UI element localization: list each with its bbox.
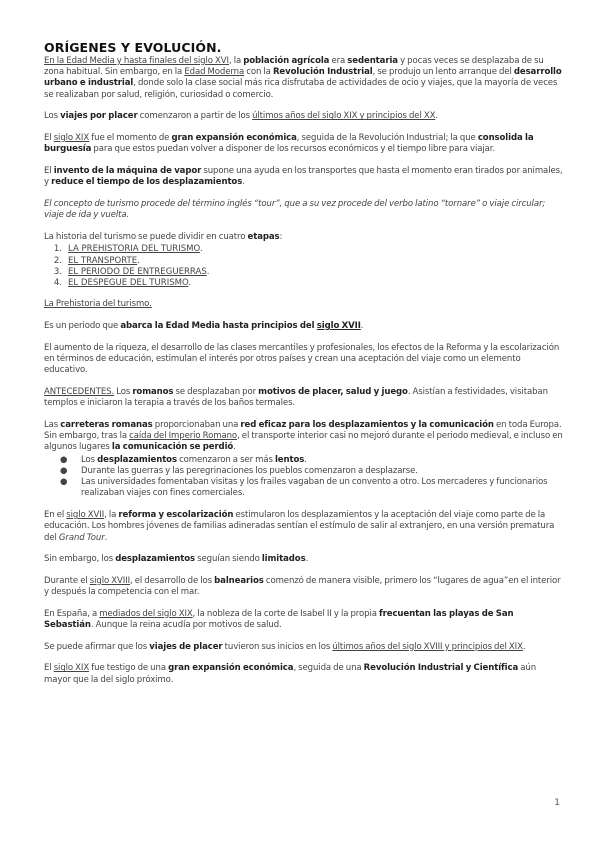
paragraph-viajes-placer: Los viajes por placer comenzaron a partir de los últimos años del siglo XIX y principios del XX. — [44, 111, 438, 122]
paragraph-limitados: Sin embargo, los desplazamientos seguían siendo limitados. — [44, 554, 309, 565]
paragraph-antecedentes: ANTECEDENTES. Los romanos se desplazaban por motivos de placer, salud y juego. Asistían a festividades, visitaban templos e iniciaron la terapia a través de los baños termales. — [44, 386, 548, 408]
bullet-list — [44, 455, 564, 500]
section-heading-prehistoria: La Prehistoria del turismo. — [44, 299, 152, 310]
bullet-icon: ● — [60, 465, 68, 476]
document-page — [44, 40, 564, 696]
list-item: 4. EL DESPEGUE DEL TURISMO. — [53, 278, 192, 289]
bullet-icon: ● — [60, 477, 68, 488]
paragraph-periodo: Es un periodo que abarca la Edad Media hasta principios del siglo XVII. — [44, 320, 364, 331]
list-item: ● Los desplazamientos comenzaron a ser más lentos. — [60, 454, 307, 465]
paragraph-espana: En España, a mediados del siglo XIX, la nobleza de la corte de Isabel II y la propia frecuentan las playas de San Sebastián. Aunque la reina acudía por motivos de salud. — [44, 608, 514, 631]
page-number: 1 — [554, 798, 560, 808]
bullet-icon: ● — [60, 454, 68, 465]
paragraph-carreteras: Las carreteras romanas proporcionaban una red eficaz para los desplazamientos y la comunicación en toda Europa. Sin embargo, tras la caída del Imperio Romano, el transporte interior casi no mejoró durante el periodo medieval, e incluso en algunos lugares la comunicación se perdió. — [44, 419, 563, 453]
paragraph-viajes-de-placer: Se puede afirmar que los viajes de placer tuvieron sus inicios en los últimos años del siglo XVIII y principios del XIX. — [44, 641, 526, 652]
paragraph-expansion: El siglo XIX fue testigo de una gran expansión económica, seguida de una Revolución Industrial y Científica aún mayor que la del siglo próximo. — [44, 663, 537, 685]
paragraph-siglo-xix: El siglo XIX fue el momento de gran expansión económica, seguida de la Revolución Industrial; la que consolida la burguesía para que estos puedan volver a disponer de los recursos económicos y el tiempo libre para viajar. — [44, 133, 534, 155]
paragraph-etapas-intro: La historia del turismo se puede dividir en cuatro etapas: — [44, 231, 283, 242]
paragraph-balnearios: Durante el siglo XVIII, el desarrollo de los balnearios comenzó de manera visible, primero los “lugares de agua”en el interior y después la competencia con el mar. — [44, 575, 561, 598]
paragraph-intro: En la Edad Media y hasta finales del siglo XVI, la población agrícola era sedentaria y pocas veces se desplazaba de su zona habitual. Sin embargo, en la Edad Moderna con la Revolución Industrial, se produjo un lento arranque del desarrollo urbano e industrial, donde solo la clase social más rica disfrutaba de actividades de ocio y viajes, que la mayoría de veces se realizaban por salud, religión, curiosidad o comercio. — [44, 56, 562, 100]
paragraph-concepto-turismo: El concepto de turismo procede del término inglés “tour”, que a su vez procede del verbo latino “tornare” o viaje circular; viaje de ida y vuelta. — [44, 198, 546, 221]
list-item: ● Las universidades fomentaban visitas y los frailes vagaban de un convento a otro. Los mercaderes y funcionarios realizaban viajes con fines comerciales. — [60, 477, 548, 499]
document-title: ORÍGENES Y EVOLUCIÓN. — [44, 40, 222, 55]
list-item: ● Durante las guerras y las peregrinaciones los pueblos comenzaron a desplazarse. — [60, 465, 418, 476]
paragraph-aumento-riqueza: El aumento de la riqueza, el desarrollo de las clases mercantiles y profesionales, los efectos de la Reforma y la escolarización en términos de educación, estimulan el interés por otros países y crean una aceptación del viaje como un elemento educativo. — [44, 342, 560, 376]
stages-list — [44, 244, 564, 289]
paragraph-siglo-xvii: En el siglo XVII, la reforma y escolarización estimularon los desplazamientos y la aceptación del viaje como parte de la educación. Los hombres jóvenes de familias adineradas sentían el estímulo de salir al extranjero, en una versión prematura del Grand Tour. — [44, 510, 555, 543]
list-item: 3. EL PERIODO DE ENTREGUERRAS. — [53, 266, 210, 277]
list-item: 1. LA PREHISTORIA DEL TURISMO. — [53, 244, 203, 255]
paragraph-maquina-vapor: El invento de la máquina de vapor supone una ayuda en los transportes que hasta el momento eran tirados por animales, y reduce el tiempo de los desplazamientos. — [44, 165, 563, 188]
list-item: 2. EL TRANSPORTE. — [53, 255, 140, 266]
